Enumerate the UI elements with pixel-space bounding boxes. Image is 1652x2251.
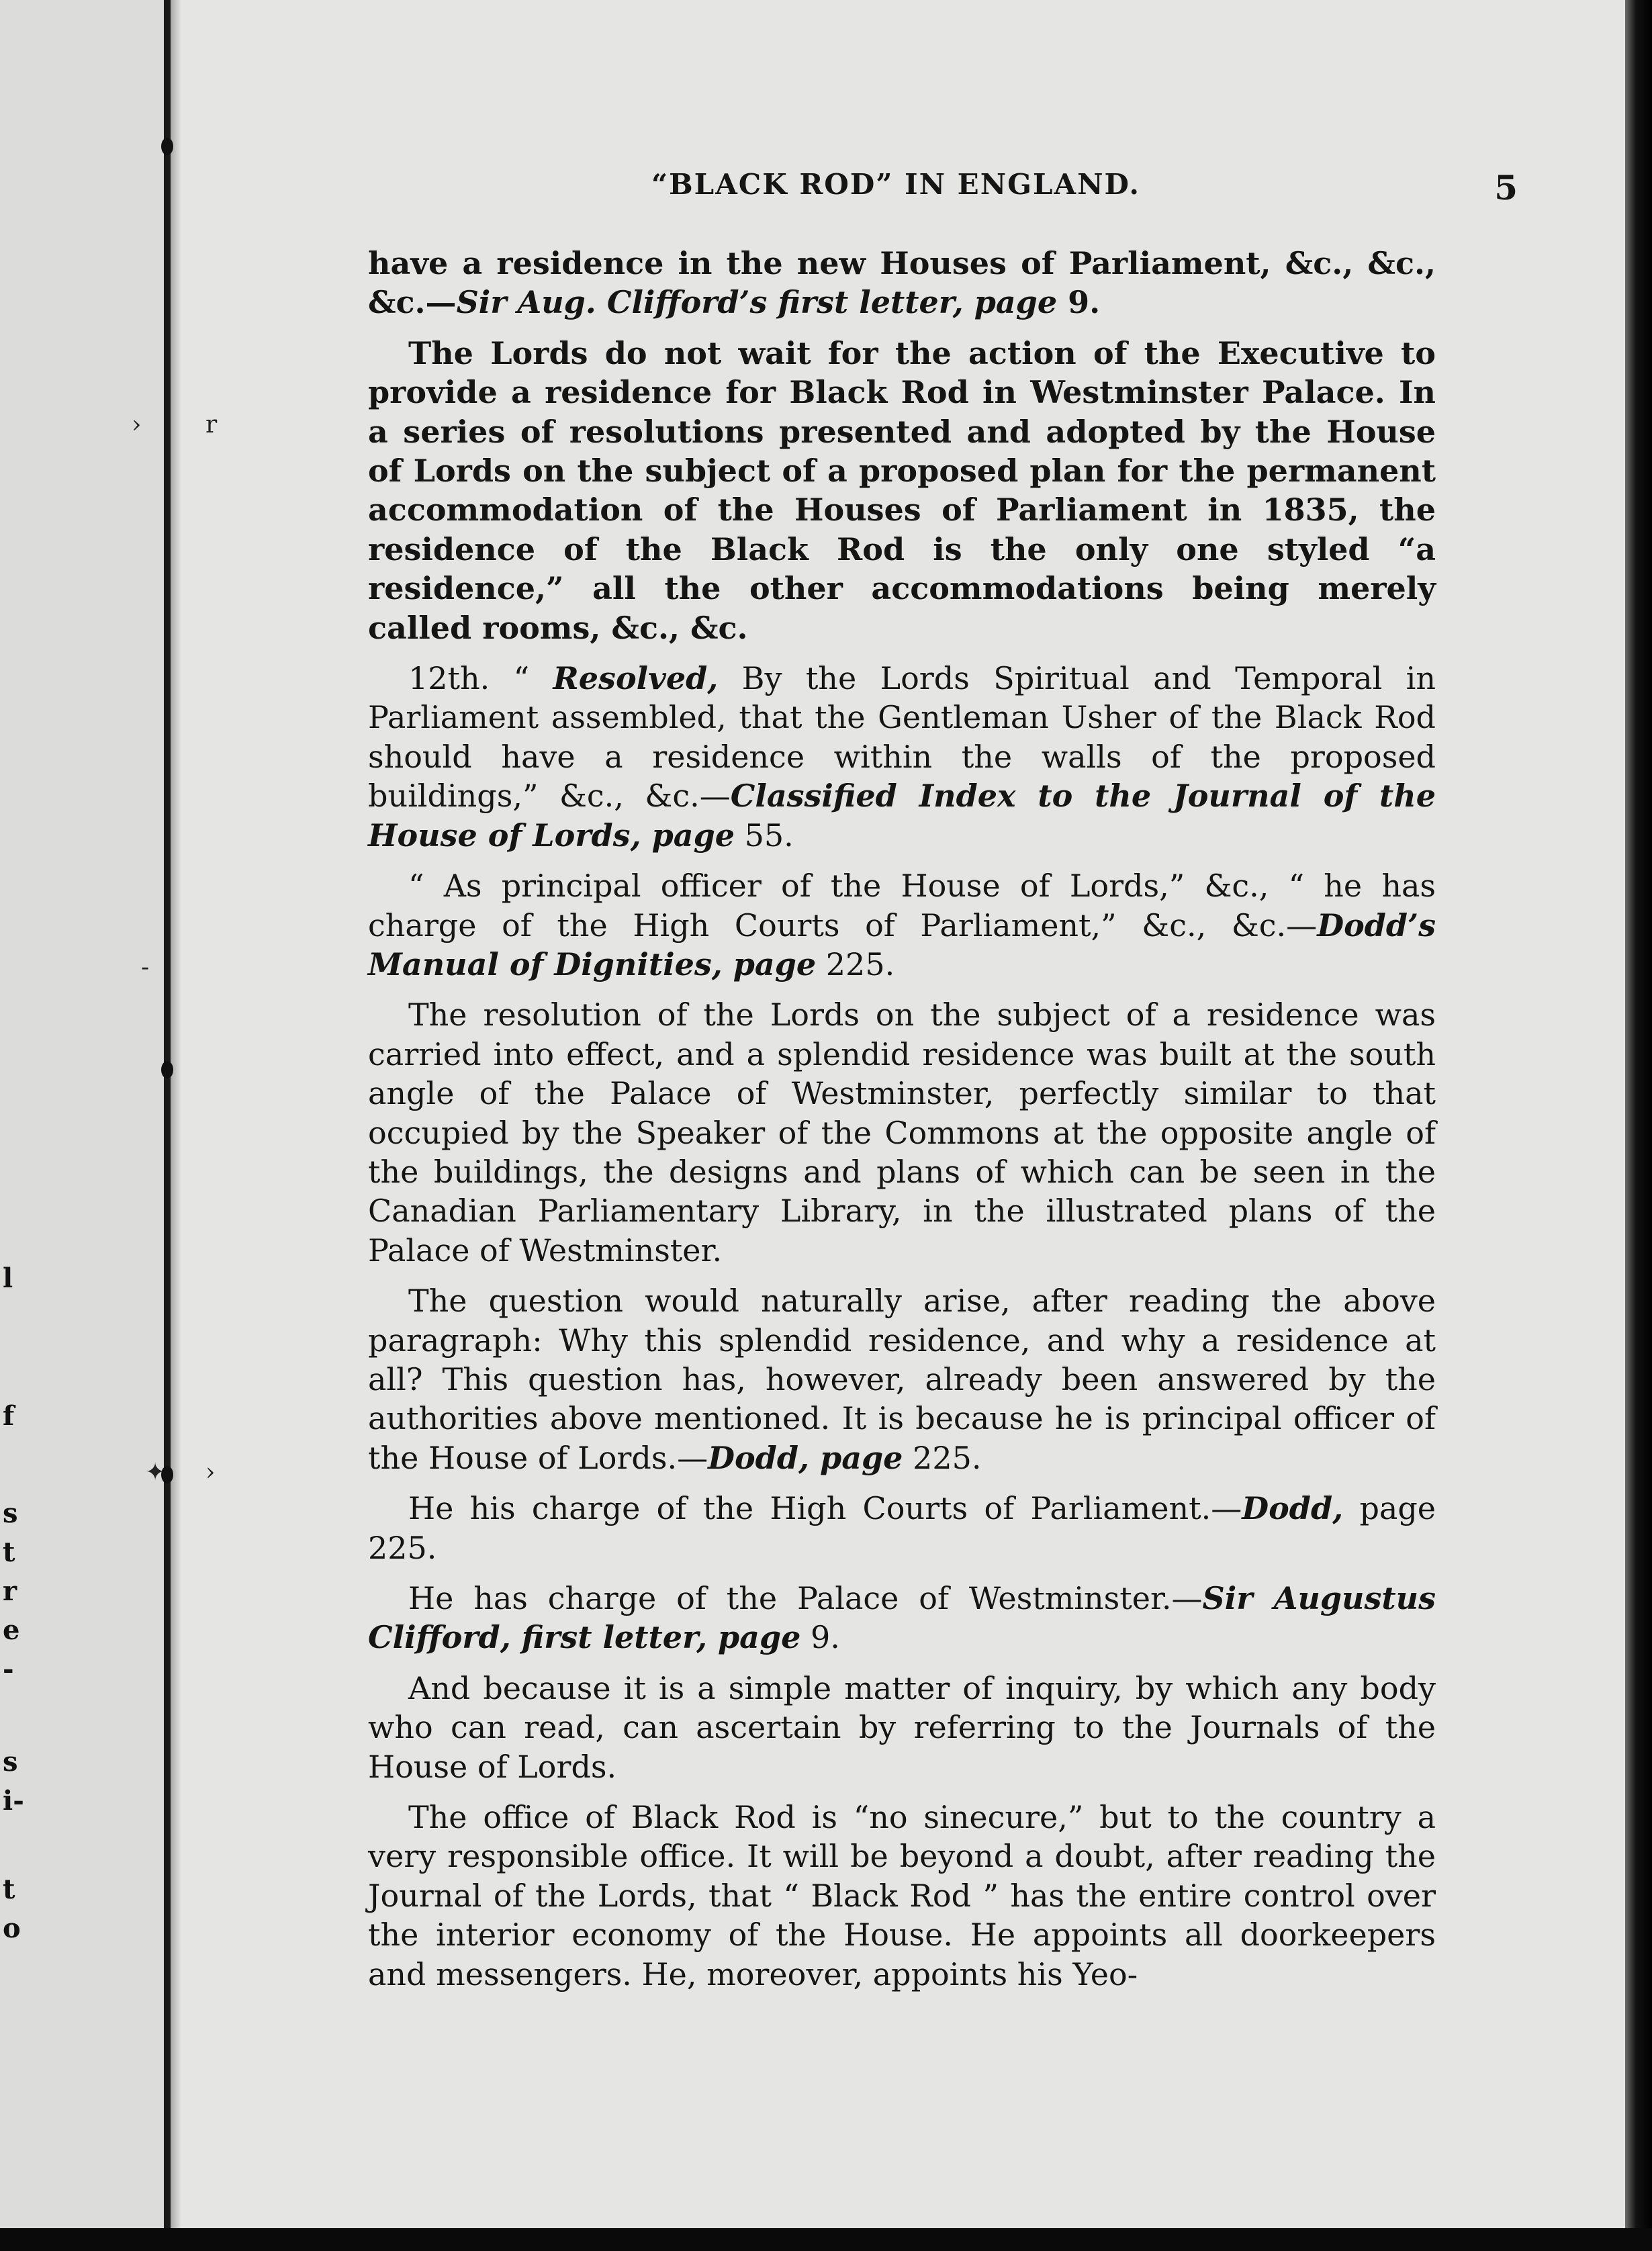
paragraph-text: 225. xyxy=(816,946,895,982)
citation-text: Resolved, xyxy=(553,660,719,697)
paragraph-text: 9. xyxy=(800,1619,840,1656)
scan-speck: r xyxy=(205,411,218,439)
facing-page-margin-chars xyxy=(0,0,27,2251)
margin-char: e xyxy=(3,1614,20,1646)
margin-char: t xyxy=(3,1536,15,1568)
paragraph-text: By the Lords Spiritual and Temporal in Parliament assembled, that the Gentleman Usher of the Black Rod should have a residence within the walls of the proposed buildings,” &c., &c.— xyxy=(368,660,1436,815)
paragraph xyxy=(368,1489,1436,1567)
page-right-edge xyxy=(1625,0,1652,2251)
margin-char: s xyxy=(3,1746,18,1778)
spine-mark xyxy=(161,1061,173,1078)
body-text xyxy=(368,244,1436,2005)
margin-char: s xyxy=(3,1498,18,1529)
paragraph xyxy=(368,244,1436,322)
paragraph xyxy=(368,995,1436,1270)
margin-char: r xyxy=(3,1575,17,1607)
paragraph-text: 9. xyxy=(1057,284,1101,321)
running-header xyxy=(470,168,1518,208)
page-bottom-edge xyxy=(0,2228,1652,2251)
running-title: “BLACK ROD” IN ENGLAND. xyxy=(651,168,1141,201)
margin-char: o xyxy=(3,1913,21,1944)
paragraph-text: The Lords do not wait for the action of the Executive to provide a residence for Black Rod in Westminster Palace. In a series of resolutions presented and adopted by the House of Lords on the subject of a proposed plan for the permanent accommodation of the Houses of Parliament in 1835, the residence of the Black Rod is the only one styled “a residence,” all the other accommodations being merely called rooms, &c., &c. xyxy=(368,334,1436,646)
paragraph-text: 55. xyxy=(735,817,794,854)
paragraph xyxy=(368,659,1436,855)
margin-char: i- xyxy=(3,1785,24,1817)
spine-shadow xyxy=(171,0,181,2251)
citation-text: Dodd’s Manual of Dignities, page xyxy=(368,907,1436,982)
paragraph xyxy=(368,866,1436,984)
citation-text: Dodd, page xyxy=(708,1439,903,1476)
citation-text: Classified Index to the Journal of the House of Lords, page xyxy=(368,778,1436,854)
paragraph-text: 12th. “ xyxy=(408,660,553,697)
paragraph-text: have a residence in the new Houses of Parliament, &c., &c., &c.— xyxy=(368,245,1436,321)
paragraph xyxy=(368,1579,1436,1657)
citation-text: Dodd, xyxy=(1242,1490,1344,1527)
paragraph-text: The resolution of the Lords on the subject of a residence was carried into effect, and a splendid residence was built at the south angle of the Palace of Westminster, perfectly similar to that occupied by the Speaker of the Commons at the opposite angle of the buildings, the designs and plans of which can be seen in the Canadian Parliamentary Library, in the illustrated plans of the Palace of Westminster. xyxy=(368,997,1436,1269)
paragraph xyxy=(368,1281,1436,1477)
scan-speck: - xyxy=(141,954,150,981)
scan-speck: › xyxy=(132,411,142,439)
paragraph-text: page 225. xyxy=(368,1490,1436,1566)
margin-char: - xyxy=(3,1653,14,1685)
paragraph-text: He his charge of the High Courts of Parliament.— xyxy=(408,1490,1242,1527)
paragraph-text: And because it is a simple matter of inquiry, by which any body who can read, can ascertain by referring to the Journals of the House of Lords. xyxy=(368,1669,1436,1785)
citation-text: Sir Aug. Clifford’s first letter, page xyxy=(456,284,1058,321)
paragraph xyxy=(368,334,1436,647)
paragraph-text: 225. xyxy=(903,1439,982,1476)
margin-char: l xyxy=(3,1262,13,1294)
paragraph-text: The office of Black Rod is “no sinecure,” but to the country a very responsible office. It will be beyond a doubt, after reading the Journal of the Lords, that “ Black Rod ” has the entire control over the interior economy of the House. He appoints all doorkeepers and messengers. He, moreover, appoints his Yeo- xyxy=(368,1799,1436,1992)
citation-text: Sir Augustus Clifford, first letter, page xyxy=(368,1580,1436,1656)
page-spine-line xyxy=(164,0,171,2251)
paragraph xyxy=(368,1798,1436,1994)
scan-speck: › xyxy=(205,1459,216,1486)
paragraph-text: “ As principal officer of the House of Lords,” &c., “ he has charge of the High Courts of Parliament,” &c., &c.— xyxy=(368,868,1436,944)
paragraph xyxy=(368,1669,1436,1786)
paragraph-text: He has charge of the Palace of Westminster.— xyxy=(408,1580,1203,1616)
spine-mark xyxy=(161,138,173,155)
margin-char: t xyxy=(3,1874,15,1905)
page-number: 5 xyxy=(1494,168,1518,208)
margin-char: f xyxy=(3,1400,15,1432)
scan-speck: ✦ xyxy=(145,1459,166,1486)
paragraph-text: The question would naturally arise, after reading the above paragraph: Why this splendid residence, and why a residence at all? This question has, however, already been answered by the authorities above mentioned. It is because he is principal officer of the House of Lords.— xyxy=(368,1283,1436,1476)
